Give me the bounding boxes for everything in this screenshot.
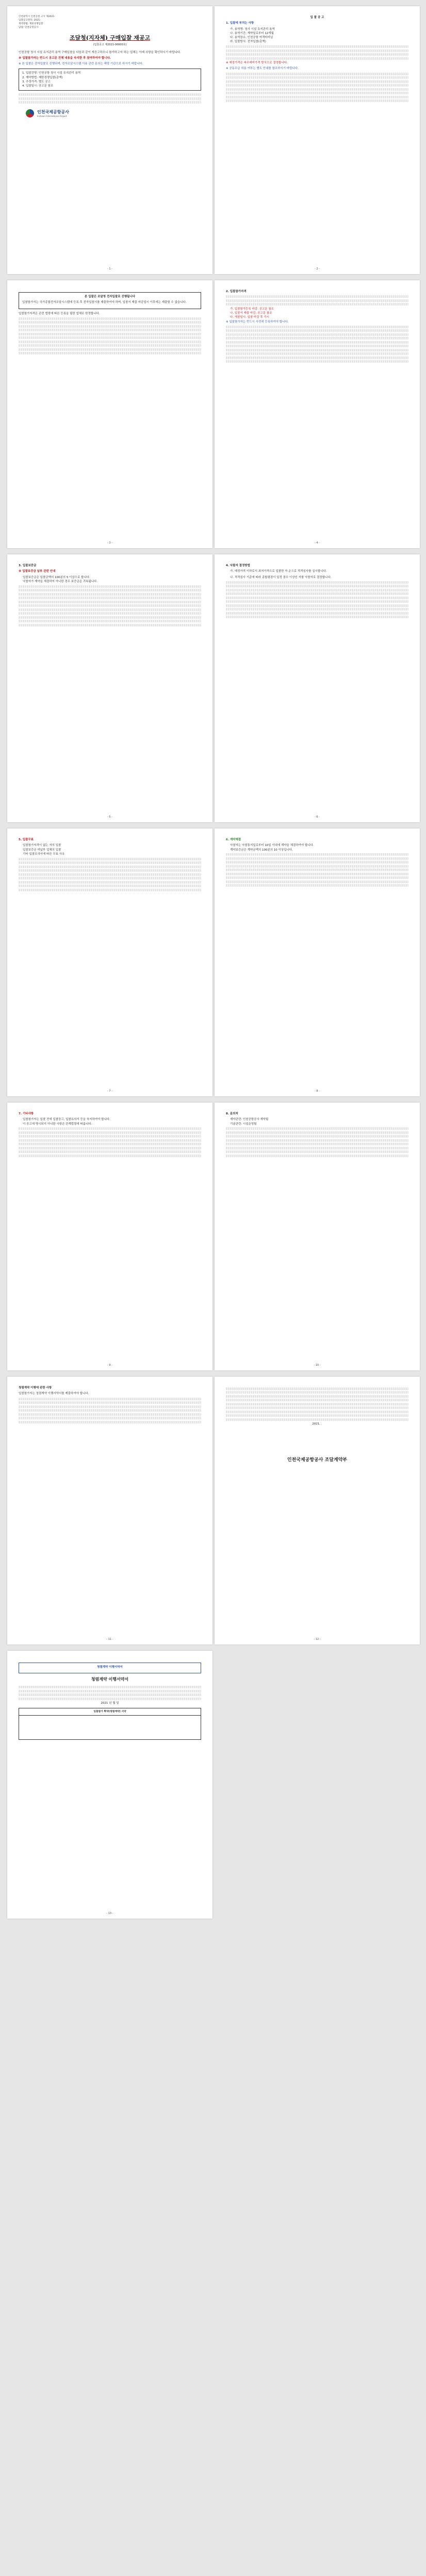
section-head: 청렴계약 이행에 관한 사항 — [19, 1386, 52, 1389]
detail-line: 다. 용역장소: 인천공항 여객터미널 — [230, 36, 273, 39]
item-line: 1. 입찰건명: 인천공항 청사 시설 유지관리 용역 — [22, 72, 81, 75]
detail-line: 나. 용역기간: 계약일로부터 12개월 — [230, 31, 274, 35]
detail-line: 입찰보증금은 입찰금액의 100분의 5 이상으로 합니다. — [23, 575, 90, 579]
header-line: 인천광역시 인천공항 고시 제2021- — [19, 15, 55, 18]
header-line: 계약방법: 제한경쟁입찰 — [19, 22, 43, 25]
section-head: 입 찰 공 고 — [310, 16, 324, 19]
detail-line: 입찰참가자격이 없는 자의 입찰 — [23, 844, 61, 848]
blue-line: ※ 입찰참가자는 반드시 사전에 등록하여야 합니다. — [226, 320, 289, 324]
form-title-cell: 입찰참가 확약(청렴계약) 서약 — [19, 1708, 201, 1715]
item-box — [19, 69, 201, 91]
blue-notice: ※ 본 입찰은 전자입찰로 진행되며, 전자조달시스템 이용 관련 문의는 해당 기관으로 하시기 바랍니다. — [19, 62, 143, 66]
page-number: - 1 - — [107, 267, 112, 270]
box-title: 본 입찰은 조달청 전자입찰로 진행됩니다 — [85, 295, 135, 298]
detail-line: 나. 적격심사 기준에 따라 종합평점이 일정 점수 이상인 자를 낙찰자로 결정합니다. — [230, 575, 332, 579]
document-page-11 — [7, 1377, 212, 1645]
red-notice: ※ 입찰참가자는 반드시 공고문 전체 내용을 숙지한 후 참여하여야 합니다. — [19, 56, 111, 60]
red-heading: 7. 기타사항 — [19, 1112, 34, 1115]
header-line: 입찰공고번호: 2021- — [19, 19, 41, 22]
red-line: 가. 입찰참가등록 마감: 공고문 참조 — [230, 307, 274, 311]
document-page-3 — [7, 280, 212, 548]
detail-line: 입찰보증금 미납부 업체의 입찰 — [23, 848, 61, 852]
red-line: 나. 입찰서 제출 마감: 공고문 참조 — [230, 312, 272, 315]
organization-logo — [26, 109, 201, 118]
red-note: ※ 예정가격은 복수예비가격 방식으로 결정합니다. — [226, 61, 288, 64]
document-title: 조달청(지자체) 구매입찰 재공고 — [69, 34, 151, 41]
document-page-8 — [215, 828, 420, 1096]
date-text: 2021. . — [312, 1422, 322, 1426]
detail-line: 계약관련: 인천공항공사 계약팀 — [230, 1118, 269, 1122]
page-number: - 6 - — [315, 815, 320, 819]
document-page-12 — [215, 1377, 420, 1645]
detail-line: 이 공고에 명시되지 아니한 사항은 관계법령에 따릅니다. — [23, 1122, 92, 1126]
red-heading: ※ 입찰보증금 납부 관련 안내 — [19, 570, 56, 573]
logo-icon — [26, 109, 34, 117]
paragraph: 입찰참가자격은 관련 법령에 따른 등록을 필한 업체로 한정합니다. — [19, 312, 100, 315]
red-heading: 5. 입찰무효 — [19, 838, 34, 841]
logo-subtext: Incheon International Airport — [37, 115, 67, 118]
form-title: 청렴계약 이행서약서 — [91, 1677, 129, 1682]
page-number: - 2 - — [315, 267, 320, 270]
document-page-7 — [7, 828, 212, 1096]
document-page-13 — [7, 1651, 212, 1919]
document-page-5 — [7, 554, 212, 822]
document-page-1 — [7, 6, 212, 274]
form-body-cell[interactable] — [19, 1715, 201, 1739]
detail-line: 가. 용역명: 청사 시설 유지관리 용역 — [230, 27, 275, 31]
item-line: 3. 추정가격: 별도 공고 — [22, 80, 51, 83]
blue-note: ※ 공동수급 허용 여부는 별도 안내를 참조하시기 바랍니다. — [226, 67, 299, 71]
date-line: 2021 년 월 일 — [101, 1702, 119, 1705]
page-number: - 8 - — [315, 1089, 320, 1093]
green-heading: 6. 계약체결 — [226, 838, 241, 841]
detail-line: 낙찰자가 계약을 체결하지 아니한 경우 보증금은 귀속됩니다. — [23, 580, 98, 583]
document-page-6 — [215, 554, 420, 822]
page-number: - 4 - — [315, 541, 320, 545]
page-number: - 3 - — [107, 541, 112, 545]
notice-box — [19, 292, 201, 309]
box-text: 청렴계약 이행서약서 — [97, 1666, 123, 1669]
detail-line: 라. 입찰방식: 전자입찰(총액) — [230, 40, 266, 44]
red-list — [226, 307, 408, 320]
signer-block: 인천국제공항공사 조달계약부 — [287, 1458, 348, 1463]
document-page-4 — [215, 280, 420, 548]
detail-line: 계약보증금은 계약금액의 100분의 10 이상입니다. — [230, 848, 293, 852]
page-number: - 13 - — [106, 1911, 113, 1915]
page-number: - 12 - — [314, 1637, 321, 1641]
page-number: - 7 - — [107, 1089, 112, 1093]
red-line: 다. 개찰일시: 입찰 마감 후 즉시 — [230, 316, 270, 319]
document-page-9 — [7, 1103, 212, 1370]
detail-line: 기술관련: 시설운영팀 — [230, 1122, 257, 1126]
pledge-table — [19, 1708, 201, 1740]
detail-line: 가. 예정가격 이하로서 최저가격으로 입찰한 자 순으로 적격심사를 실시합니다. — [230, 570, 327, 573]
page-number: - 5 - — [107, 815, 112, 819]
section-head: 2. 입찰참가자격 — [226, 290, 247, 293]
page-number: - 9 - — [107, 1363, 112, 1367]
detail-line: 기타 입찰유의서에 따른 무효 사유 — [23, 852, 65, 856]
detail-line: 입찰참가자는 입찰 전에 입찰공고, 입찰유의서 등을 숙지하여야 합니다. — [23, 1118, 110, 1122]
logo-text: 인천국제공항공사 — [37, 109, 69, 115]
section-head: 8. 문의처 — [226, 1112, 238, 1115]
detail-line: 낙찰자는 낙찰통지일로부터 10일 이내에 계약을 체결하여야 합니다. — [230, 844, 314, 848]
box-text: 입찰참가자는 국가종합전자조달시스템에 등록 후 전자입찰서를 제출하여야 하며, 입찰서 제출 마감일시 이후에는 제출할 수 없습니다. — [22, 301, 187, 304]
detail-line: 입찰참가자는 청렴계약 이행서약서를 제출하여야 합니다. — [19, 1392, 89, 1396]
document-subtitle: (입찰공고 제2021-00000호) — [93, 43, 127, 47]
blue-heading: 1. 입찰에 부치는 사항 — [226, 22, 254, 25]
section-head: 4. 낙찰자 결정방법 — [226, 564, 250, 567]
intro-text: 인천공항 청사 시설 유지관리 용역 구매입찰을 다음과 같이 재공고하오니 참가하고자 하는 업체는 아래 사항을 확인하시기 바랍니다. — [19, 50, 181, 54]
header-block — [19, 15, 201, 30]
document-page-2 — [215, 6, 420, 274]
item-line: 2. 계약방법: 제한경쟁입찰(총액) — [22, 76, 63, 79]
section-head: 3. 입찰보증금 — [19, 564, 37, 567]
document-page-10 — [215, 1103, 420, 1370]
page-number: - 10 - — [314, 1363, 321, 1367]
item-line: 4. 입찰일시: 공고문 참조 — [22, 84, 54, 88]
info-box — [19, 1663, 201, 1673]
header-line: 담당: 인천공항공사 — [19, 26, 39, 29]
page-number: - 11 - — [106, 1637, 113, 1641]
